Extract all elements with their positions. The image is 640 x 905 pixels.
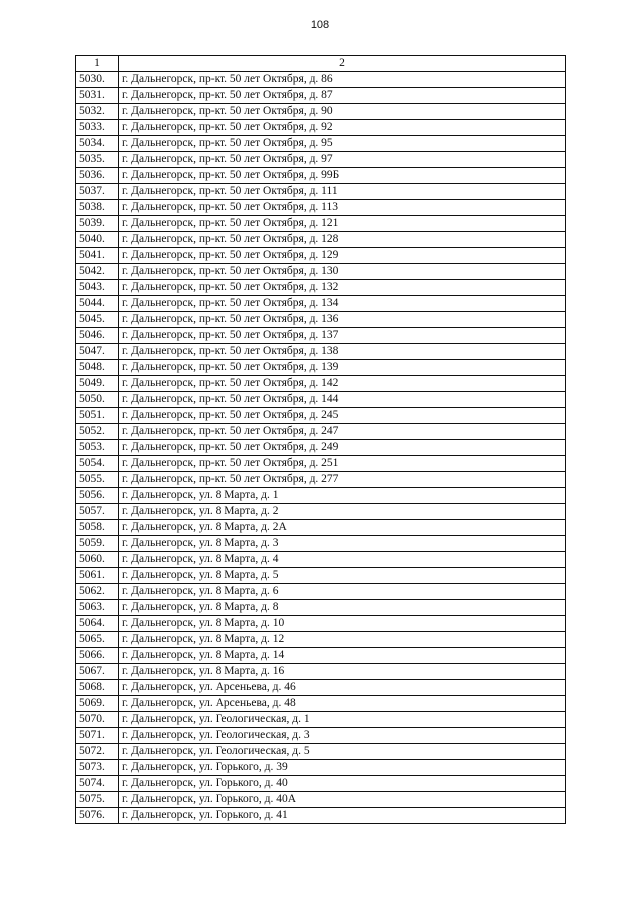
table-row xyxy=(76,120,566,136)
address-cell: г. Дальнегорск, ул. Арсеньева, д. 48 xyxy=(119,696,566,712)
table-row xyxy=(76,712,566,728)
address-cell: г. Дальнегорск, ул. 8 Марта, д. 3 xyxy=(119,536,566,552)
table-row xyxy=(76,456,566,472)
table-row xyxy=(76,296,566,312)
address-cell: г. Дальнегорск, пр-кт. 50 лет Октября, д. 86 xyxy=(119,72,566,88)
address-cell: г. Дальнегорск, ул. 8 Марта, д. 4 xyxy=(119,552,566,568)
row-number-cell: 5051. xyxy=(76,408,119,424)
table-row xyxy=(76,440,566,456)
address-cell: г. Дальнегорск, ул. 8 Марта, д. 5 xyxy=(119,568,566,584)
row-number-cell: 5031. xyxy=(76,88,119,104)
table-row xyxy=(76,584,566,600)
row-number-cell: 5034. xyxy=(76,136,119,152)
table-row xyxy=(76,568,566,584)
address-cell: г. Дальнегорск, ул. Геологическая, д. 5 xyxy=(119,744,566,760)
address-cell: г. Дальнегорск, ул. Геологическая, д. 1 xyxy=(119,712,566,728)
table-row xyxy=(76,168,566,184)
row-number-cell: 5062. xyxy=(76,584,119,600)
row-number-cell: 5056. xyxy=(76,488,119,504)
address-cell: г. Дальнегорск, пр-кт. 50 лет Октября, д. 92 xyxy=(119,120,566,136)
row-number-cell: 5045. xyxy=(76,312,119,328)
address-cell: г. Дальнегорск, ул. Горького, д. 40А xyxy=(119,792,566,808)
column-header-address: 2 xyxy=(119,56,566,72)
table-row xyxy=(76,760,566,776)
address-cell: г. Дальнегорск, ул. 8 Марта, д. 2А xyxy=(119,520,566,536)
row-number-cell: 5063. xyxy=(76,600,119,616)
address-cell: г. Дальнегорск, пр-кт. 50 лет Октября, д. 134 xyxy=(119,296,566,312)
table-row xyxy=(76,376,566,392)
row-number-cell: 5070. xyxy=(76,712,119,728)
table-row xyxy=(76,664,566,680)
table-row xyxy=(76,184,566,200)
address-cell: г. Дальнегорск, пр-кт. 50 лет Октября, д. 249 xyxy=(119,440,566,456)
table-row xyxy=(76,648,566,664)
row-number-cell: 5073. xyxy=(76,760,119,776)
page-number: 108 xyxy=(310,19,330,31)
row-number-cell: 5033. xyxy=(76,120,119,136)
row-number-cell: 5066. xyxy=(76,648,119,664)
row-number-cell: 5040. xyxy=(76,232,119,248)
table-row xyxy=(76,344,566,360)
address-cell: г. Дальнегорск, ул. 8 Марта, д. 14 xyxy=(119,648,566,664)
table-row xyxy=(76,312,566,328)
address-cell: г. Дальнегорск, ул. Горького, д. 41 xyxy=(119,808,566,824)
row-number-cell: 5065. xyxy=(76,632,119,648)
row-number-cell: 5075. xyxy=(76,792,119,808)
table-row xyxy=(76,232,566,248)
row-number-cell: 5072. xyxy=(76,744,119,760)
table-row xyxy=(76,280,566,296)
address-cell: г. Дальнегорск, ул. 8 Марта, д. 16 xyxy=(119,664,566,680)
table-row xyxy=(76,248,566,264)
address-table xyxy=(75,55,566,824)
table-row xyxy=(76,600,566,616)
address-cell: г. Дальнегорск, пр-кт. 50 лет Октября, д. 247 xyxy=(119,424,566,440)
table-row xyxy=(76,696,566,712)
table-row xyxy=(76,680,566,696)
row-number-cell: 5071. xyxy=(76,728,119,744)
row-number-cell: 5044. xyxy=(76,296,119,312)
address-cell: г. Дальнегорск, ул. Арсеньева, д. 46 xyxy=(119,680,566,696)
row-number-cell: 5069. xyxy=(76,696,119,712)
address-cell: г. Дальнегорск, ул. 8 Марта, д. 6 xyxy=(119,584,566,600)
table-row xyxy=(76,152,566,168)
table-row xyxy=(76,424,566,440)
address-cell: г. Дальнегорск, пр-кт. 50 лет Октября, д. 138 xyxy=(119,344,566,360)
table-row xyxy=(76,136,566,152)
table-row xyxy=(76,632,566,648)
row-number-cell: 5059. xyxy=(76,536,119,552)
address-cell: г. Дальнегорск, пр-кт. 50 лет Октября, д. 111 xyxy=(119,184,566,200)
table-row xyxy=(76,552,566,568)
table-row xyxy=(76,792,566,808)
table-header xyxy=(76,56,566,72)
row-number-cell: 5039. xyxy=(76,216,119,232)
row-number-cell: 5041. xyxy=(76,248,119,264)
header-row xyxy=(76,56,566,72)
table-row xyxy=(76,72,566,88)
address-cell: г. Дальнегорск, пр-кт. 50 лет Октября, д. 113 xyxy=(119,200,566,216)
row-number-cell: 5046. xyxy=(76,328,119,344)
table-row xyxy=(76,776,566,792)
row-number-cell: 5032. xyxy=(76,104,119,120)
row-number-cell: 5058. xyxy=(76,520,119,536)
table-row xyxy=(76,392,566,408)
address-cell: г. Дальнегорск, ул. Геологическая, д. 3 xyxy=(119,728,566,744)
row-number-cell: 5050. xyxy=(76,392,119,408)
table-row xyxy=(76,216,566,232)
address-cell: г. Дальнегорск, пр-кт. 50 лет Октября, д. 97 xyxy=(119,152,566,168)
row-number-cell: 5060. xyxy=(76,552,119,568)
row-number-cell: 5053. xyxy=(76,440,119,456)
row-number-cell: 5037. xyxy=(76,184,119,200)
address-cell: г. Дальнегорск, пр-кт. 50 лет Октября, д. 99Б xyxy=(119,168,566,184)
table-row xyxy=(76,616,566,632)
address-cell: г. Дальнегорск, ул. 8 Марта, д. 12 xyxy=(119,632,566,648)
table-row xyxy=(76,536,566,552)
row-number-cell: 5036. xyxy=(76,168,119,184)
table-row xyxy=(76,808,566,824)
address-cell: г. Дальнегорск, пр-кт. 50 лет Октября, д. 137 xyxy=(119,328,566,344)
table-row xyxy=(76,104,566,120)
row-number-cell: 5048. xyxy=(76,360,119,376)
row-number-cell: 5067. xyxy=(76,664,119,680)
address-cell: г. Дальнегорск, пр-кт. 50 лет Октября, д. 251 xyxy=(119,456,566,472)
row-number-cell: 5074. xyxy=(76,776,119,792)
address-cell: г. Дальнегорск, ул. 8 Марта, д. 8 xyxy=(119,600,566,616)
column-header-number: 1 xyxy=(76,56,119,72)
row-number-cell: 5068. xyxy=(76,680,119,696)
row-number-cell: 5043. xyxy=(76,280,119,296)
address-cell: г. Дальнегорск, пр-кт. 50 лет Октября, д. 139 xyxy=(119,360,566,376)
address-cell: г. Дальнегорск, пр-кт. 50 лет Октября, д. 142 xyxy=(119,376,566,392)
address-cell: г. Дальнегорск, ул. Горького, д. 39 xyxy=(119,760,566,776)
row-number-cell: 5064. xyxy=(76,616,119,632)
table-body xyxy=(76,72,566,824)
row-number-cell: 5035. xyxy=(76,152,119,168)
row-number-cell: 5042. xyxy=(76,264,119,280)
address-cell: г. Дальнегорск, пр-кт. 50 лет Октября, д. 129 xyxy=(119,248,566,264)
address-cell: г. Дальнегорск, пр-кт. 50 лет Октября, д. 130 xyxy=(119,264,566,280)
address-cell: г. Дальнегорск, пр-кт. 50 лет Октября, д. 144 xyxy=(119,392,566,408)
row-number-cell: 5057. xyxy=(76,504,119,520)
row-number-cell: 5030. xyxy=(76,72,119,88)
address-cell: г. Дальнегорск, пр-кт. 50 лет Октября, д. 128 xyxy=(119,232,566,248)
row-number-cell: 5054. xyxy=(76,456,119,472)
table-row xyxy=(76,520,566,536)
row-number-cell: 5055. xyxy=(76,472,119,488)
table-row xyxy=(76,264,566,280)
table-row xyxy=(76,408,566,424)
table-row xyxy=(76,328,566,344)
table-row xyxy=(76,472,566,488)
address-cell: г. Дальнегорск, пр-кт. 50 лет Октября, д. 95 xyxy=(119,136,566,152)
address-cell: г. Дальнегорск, пр-кт. 50 лет Октября, д. 136 xyxy=(119,312,566,328)
table-row xyxy=(76,504,566,520)
table-row xyxy=(76,488,566,504)
address-cell: г. Дальнегорск, ул. 8 Марта, д. 10 xyxy=(119,616,566,632)
table-row xyxy=(76,88,566,104)
address-cell: г. Дальнегорск, ул. 8 Марта, д. 1 xyxy=(119,488,566,504)
address-cell: г. Дальнегорск, ул. 8 Марта, д. 2 xyxy=(119,504,566,520)
row-number-cell: 5038. xyxy=(76,200,119,216)
address-cell: г. Дальнегорск, пр-кт. 50 лет Октября, д. 132 xyxy=(119,280,566,296)
row-number-cell: 5047. xyxy=(76,344,119,360)
row-number-cell: 5049. xyxy=(76,376,119,392)
address-cell: г. Дальнегорск, пр-кт. 50 лет Октября, д. 277 xyxy=(119,472,566,488)
table-row xyxy=(76,200,566,216)
address-cell: г. Дальнегорск, пр-кт. 50 лет Октября, д. 90 xyxy=(119,104,566,120)
table-row xyxy=(76,360,566,376)
table-row xyxy=(76,744,566,760)
address-cell: г. Дальнегорск, ул. Горького, д. 40 xyxy=(119,776,566,792)
address-cell: г. Дальнегорск, пр-кт. 50 лет Октября, д. 87 xyxy=(119,88,566,104)
row-number-cell: 5052. xyxy=(76,424,119,440)
address-cell: г. Дальнегорск, пр-кт. 50 лет Октября, д. 121 xyxy=(119,216,566,232)
row-number-cell: 5076. xyxy=(76,808,119,824)
row-number-cell: 5061. xyxy=(76,568,119,584)
table-row xyxy=(76,728,566,744)
address-cell: г. Дальнегорск, пр-кт. 50 лет Октября, д. 245 xyxy=(119,408,566,424)
